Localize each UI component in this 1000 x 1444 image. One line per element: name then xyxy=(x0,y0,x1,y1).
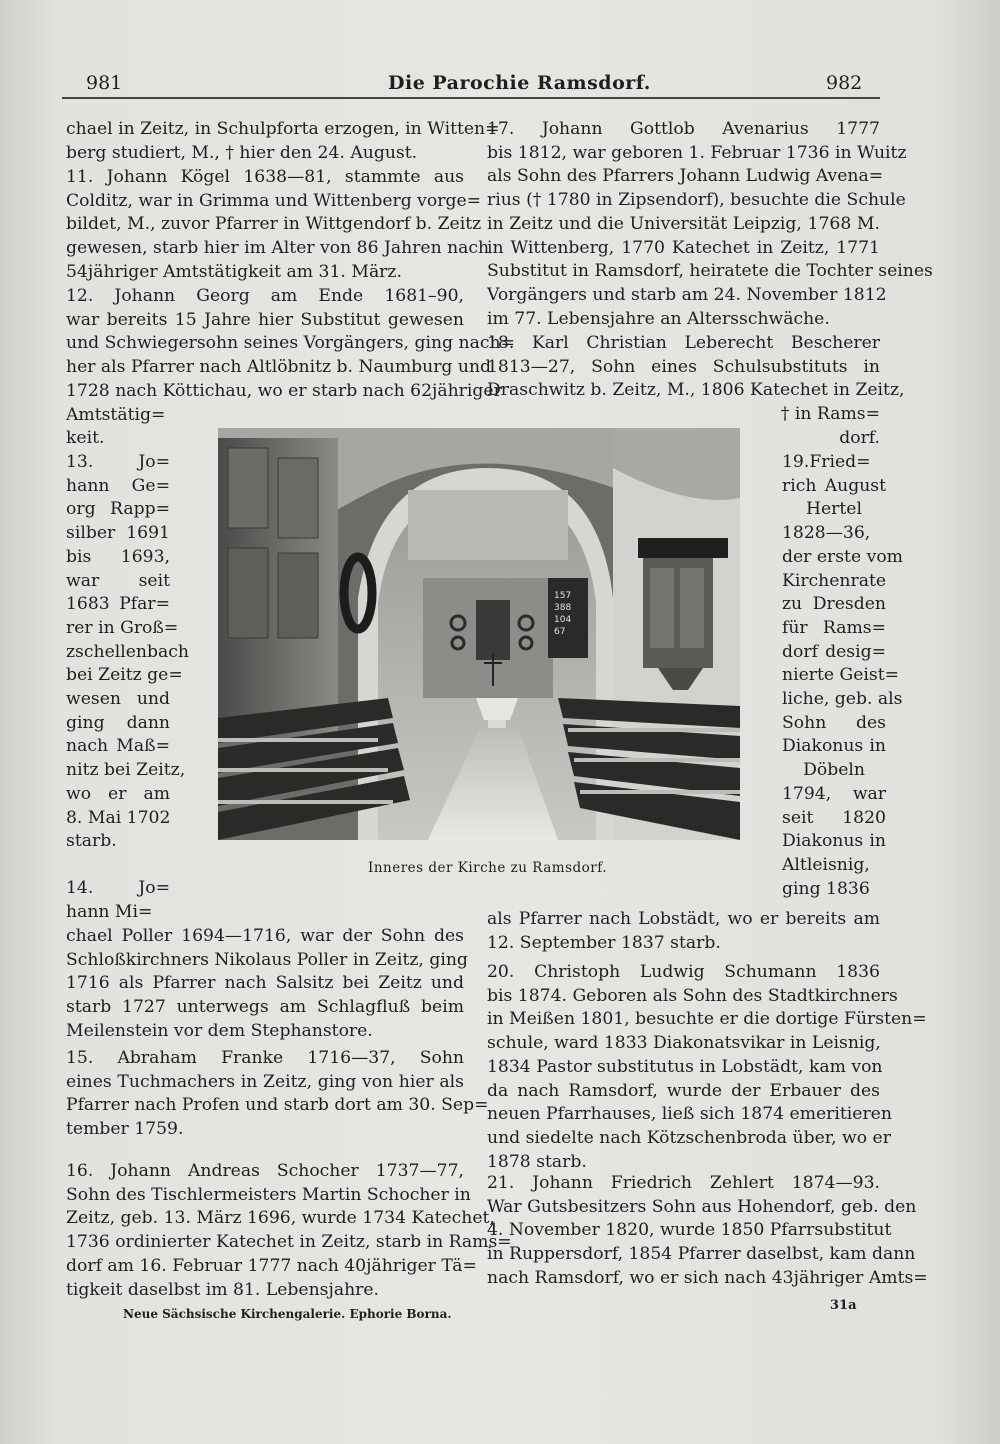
text-line: War Gutsbesitzers Sohn aus Hohendorf, geb. den xyxy=(487,1196,917,1217)
paragraph-13 xyxy=(66,451,189,854)
text-line: tember 1759. xyxy=(66,1119,184,1140)
footer-publication: Neue Sächsische Kirchengalerie. Ephorie Borna. xyxy=(123,1307,452,1321)
text-line: dorf am 16. Februar 1777 nach 40jähriger Tä= xyxy=(66,1255,477,1276)
paragraph-20 xyxy=(487,961,927,1174)
text-line: in Zeitz und die Universität Leipzig, 1768 M. xyxy=(487,213,880,234)
text-line: nach Maß= xyxy=(66,736,170,757)
text-line: 1728 nach Köttichau, wo er starb nach 62jähriger xyxy=(66,380,502,401)
text-line: als Sohn des Pfarrers Johann Ludwig Avena= xyxy=(487,166,884,187)
church-interior-photo xyxy=(218,428,740,840)
text-line: hann Ge= xyxy=(66,475,170,496)
running-title: Die Parochie Ramsdorf. xyxy=(388,72,651,94)
text-line: chael Poller 1694—1716, war der Sohn des xyxy=(66,926,464,946)
text-line: 13. Jo= xyxy=(66,452,170,472)
paragraph-15 xyxy=(66,1047,489,1142)
text-line: 1834 Pastor substitutus in Lobstädt, kam von xyxy=(487,1056,883,1077)
text-line: Draschwitz b. Zeitz, M., 1806 Katechet in Zeitz, xyxy=(487,380,905,401)
text-line: silber 1691 xyxy=(66,523,170,544)
paragraph-14-start xyxy=(66,877,170,924)
text-line: Diakonus in xyxy=(782,831,886,852)
text-line: dorf. xyxy=(839,427,880,448)
text-line: 15. Abraham Franke 1716—37, Sohn xyxy=(66,1048,464,1068)
text-line: dorf desig= xyxy=(782,641,886,662)
text-line: in Wittenberg, 1770 Katechet in Zeitz, 1771 xyxy=(487,237,880,258)
text-line: in Meißen 1801, besuchte er die dortige Fürsten= xyxy=(487,1009,927,1030)
text-line: 11. Johann Kögel 1638—81, stammte aus xyxy=(66,167,464,187)
text-line: Sohn des Tischlermeisters Martin Schocher in xyxy=(66,1184,471,1205)
text-line: in Ruppersdorf, 1854 Pfarrer daselbst, kam dann xyxy=(487,1244,916,1265)
text-line: 1828—36, xyxy=(782,523,871,544)
text-line: org Rapp= xyxy=(66,499,170,520)
footer-signature: 31a xyxy=(830,1298,857,1313)
hymn-board-number: 157 xyxy=(554,591,572,601)
text-line: Substitut in Ramsdorf, heiratete die Tochter seines xyxy=(487,261,933,282)
text-line: 1736 ordinierter Katechet in Zeitz, starb in Rams= xyxy=(66,1232,512,1253)
paragraph-19-end xyxy=(487,908,880,955)
text-line: ging dann xyxy=(66,712,170,733)
text-line: war bereits 15 Jahre hier Substitut gewesen xyxy=(66,309,464,330)
text-line: und Schwiegersohn seines Vorgängers, ging nach= xyxy=(66,333,515,354)
page-number-right: 982 xyxy=(826,72,863,94)
text-line: Vorgängers und starb am 24. November 1812 xyxy=(487,284,887,305)
text-line: ging 1836 xyxy=(782,878,870,899)
text-line: keit. xyxy=(66,428,105,449)
text-line: bis 1874. Geboren als Sohn des Stadtkirchners xyxy=(487,985,898,1006)
hymn-board-number: 388 xyxy=(554,603,572,613)
text-line: Altleisnig, xyxy=(782,854,870,875)
text-line: für Rams= xyxy=(782,617,886,638)
text-line: 4. November 1820, wurde 1850 Pfarrsubstitut xyxy=(487,1220,892,1241)
text-line: 1878 starb. xyxy=(487,1151,587,1172)
text-line: Kirchenrate xyxy=(782,570,887,591)
text-line: war seit xyxy=(66,570,170,591)
text-line: 12. Johann Georg am Ende 1681–90, xyxy=(66,286,464,306)
text-line: 1813—27, Sohn eines Schulsubstituts in xyxy=(487,356,880,377)
text-line: eines Tuchmachers in Zeitz, ging von hier als xyxy=(66,1071,464,1092)
text-line: 1716 als Pfarrer nach Salsitz bei Zeitz und xyxy=(66,973,464,994)
text-line: nitz bei Zeitz, xyxy=(66,760,186,781)
text-line: berg studiert, M., † hier den 24. August. xyxy=(66,142,418,163)
paragraph-14 xyxy=(66,925,468,1044)
text-line: rer in Groß= xyxy=(66,617,179,638)
text-line: und siedelte nach Kötzschenbroda über, wo er xyxy=(487,1127,891,1148)
text-line: starb. xyxy=(66,831,117,852)
hymn-board-number: 67 xyxy=(554,627,566,637)
text-line: bildet, M., zuvor Pfarrer in Wittgendorf b. Zeitz xyxy=(66,214,482,235)
text-line: zu Dresden xyxy=(782,594,886,615)
text-line: wesen und xyxy=(66,689,170,710)
church-interior-illustration xyxy=(218,428,740,840)
text-line: seit 1820 xyxy=(782,807,886,828)
text-line: im 77. Lebensjahre an Altersschwäche. xyxy=(487,308,830,329)
text-line: 54jähriger Amtstätigkeit am 31. März. xyxy=(66,261,402,282)
text-line: da nach Ramsdorf, wurde der Erbauer des xyxy=(487,1080,880,1101)
text-line: liche, geb. als xyxy=(782,689,903,710)
text-line: Meilenstein vor dem Stephanstore. xyxy=(66,1020,373,1041)
text-line: nierte Geist= xyxy=(782,665,900,686)
page-number-left: 981 xyxy=(86,72,123,94)
text-line: 8. Mai 1702 xyxy=(66,807,171,828)
paragraph-11 xyxy=(66,166,490,285)
text-line: Schloßkirchners Nikolaus Poller in Zeitz, ging xyxy=(66,949,468,970)
text-line: bis 1812, war geboren 1. Februar 1736 in Wuitz xyxy=(487,142,907,163)
text-line: als Pfarrer nach Lobstädt, wo er bereits am xyxy=(487,909,880,929)
hymn-board-number: 104 xyxy=(554,615,572,625)
text-line: bei Zeitz ge= xyxy=(66,665,183,686)
text-line: Diakonus in xyxy=(782,736,886,757)
header-rule xyxy=(62,97,880,99)
paragraph-12 xyxy=(66,285,515,451)
text-line: der erste vom xyxy=(782,546,903,567)
text-line: 12. September 1837 starb. xyxy=(487,932,721,953)
text-line: Colditz, war in Grimma und Wittenberg vorge= xyxy=(66,190,482,211)
text-line: Sohn des xyxy=(782,712,886,733)
text-line: gewesen, starb hier im Alter von 86 Jahren nach xyxy=(66,238,490,259)
text-line: tigkeit daselbst im 81. Lebensjahre. xyxy=(66,1279,379,1300)
text-line: Pfarrer nach Profen und starb dort am 30. Sep= xyxy=(66,1095,489,1116)
text-line: zschellenbach xyxy=(66,641,189,662)
paragraph-19 xyxy=(782,451,903,901)
text-line: † in Rams= xyxy=(780,404,880,425)
text-line: Zeitz, geb. 13. März 1696, wurde 1734 Katechet, xyxy=(66,1208,495,1229)
paragraph-16 xyxy=(66,1160,512,1302)
text-line: 17. Johann Gottlob Avenarius 1777 xyxy=(487,119,880,139)
text-line: Döbeln xyxy=(803,760,865,781)
text-line: 14. Jo= xyxy=(66,878,170,898)
text-line: neuen Pfarrhauses, ließ sich 1874 emeritieren xyxy=(487,1104,892,1125)
text-line: starb 1727 unterwegs am Schlagfluß beim xyxy=(66,997,464,1018)
text-line: schule, ward 1833 Diakonatsvikar in Leisnig, xyxy=(487,1033,881,1054)
text-line: 16. Johann Andreas Schocher 1737—77, xyxy=(66,1161,464,1181)
text-line: hann Mi= xyxy=(66,901,153,922)
text-line: wo er am xyxy=(66,783,170,804)
text-line: 20. Christoph Ludwig Schumann 1836 xyxy=(487,962,880,982)
text-line: Hertel xyxy=(806,499,862,520)
text-line: Amtstätig= xyxy=(66,404,166,425)
paragraph-21 xyxy=(487,1172,928,1291)
photo-caption: Inneres der Kirche zu Ramsdorf. xyxy=(368,860,608,876)
text-line: rius († 1780 in Zipsendorf), besuchte die Schule xyxy=(487,190,906,211)
text-line: her als Pfarrer nach Altlöbnitz b. Naumburg und xyxy=(66,357,492,378)
text-line: 1683 Pfar= xyxy=(66,594,170,615)
text-line: 1794, war xyxy=(782,783,886,804)
text-line: 21. Johann Friedrich Zehlert 1874—93. xyxy=(487,1173,880,1193)
text-line: nach Ramsdorf, wo er sich nach 43jähriger Amts= xyxy=(487,1267,928,1288)
paragraph-17 xyxy=(487,118,933,331)
text-line: 19.Fried= xyxy=(782,452,871,472)
text-line: 18. Karl Christian Leberecht Bescherer xyxy=(487,333,880,353)
text-line: bis 1693, xyxy=(66,546,170,567)
text-line: rich August xyxy=(782,475,886,496)
text-line: chael in Zeitz, in Schulpforta erzogen, in Witten= xyxy=(66,119,500,139)
paragraph-10-end xyxy=(66,118,500,165)
